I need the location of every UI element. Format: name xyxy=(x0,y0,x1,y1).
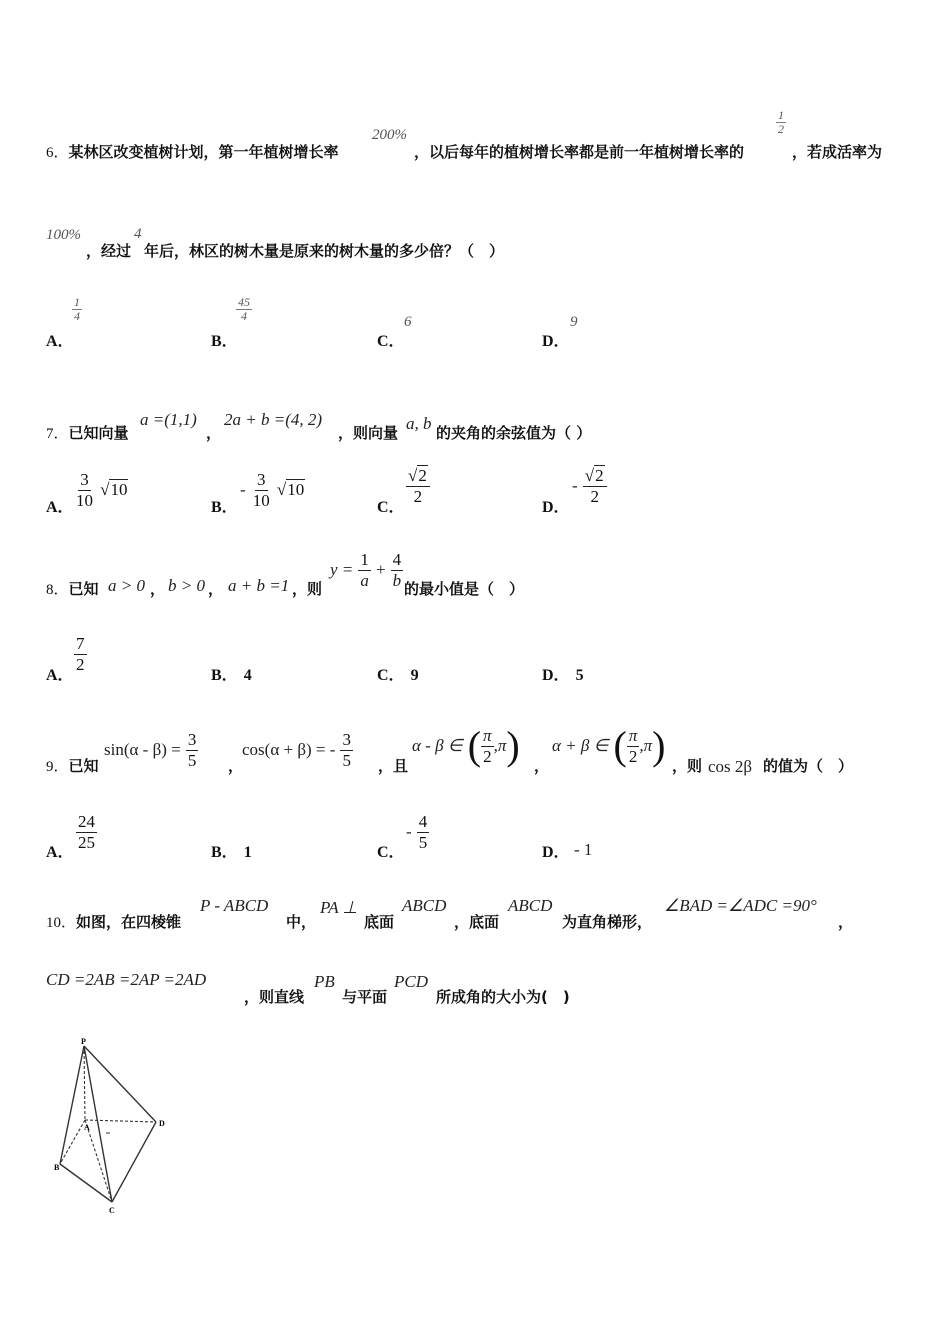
vertex-b-label: B xyxy=(54,1163,60,1172)
q6-rate-100: 100% xyxy=(46,227,81,243)
q8-cond-a: a > 0 xyxy=(108,576,145,595)
q9-option-d-value: - 1 xyxy=(574,840,593,859)
q7-text-3: ，则向量 xyxy=(338,424,399,442)
q8-cond-b: b > 0 xyxy=(168,576,205,595)
q8-y: y = xyxy=(330,560,354,580)
q9-text-4: 的值为（ ） xyxy=(763,757,854,775)
edge-ac xyxy=(85,1120,112,1202)
q7-option-b-sign: - xyxy=(240,480,246,500)
q7-vector-2a-b: 2a + b =(4, 2) xyxy=(224,410,323,429)
q9-option-c-sign: - xyxy=(406,822,412,842)
q7-option-b-num: 3 xyxy=(257,470,266,489)
q6-line1 xyxy=(46,141,339,162)
vertex-c-label: C xyxy=(109,1206,115,1215)
q8-expression xyxy=(330,550,403,590)
q9-sep-1: ， xyxy=(228,757,244,775)
edge-pa xyxy=(84,1046,85,1120)
q7-option-a-num: 3 xyxy=(80,470,89,489)
q9-sin-den: 5 xyxy=(187,750,197,770)
q9-option-b-label: B． xyxy=(211,844,238,861)
edge-ab xyxy=(60,1120,85,1164)
q6-option-d-label: D． xyxy=(542,333,570,350)
q8-option-a-num: 7 xyxy=(76,634,85,653)
q8-option-b-label: B． xyxy=(211,667,238,684)
q8-option-c-label: C． xyxy=(377,667,405,684)
q9-option-c-value xyxy=(406,812,429,852)
q8-option-b-value: 4 xyxy=(243,667,252,684)
q10-text-7: 与平面 xyxy=(342,988,388,1006)
q6-years: 4 xyxy=(134,226,142,242)
q6-option-a-label: A． xyxy=(46,333,74,350)
q7-vector-a: a =(1,1) xyxy=(140,410,197,429)
q6-half-num: 1 xyxy=(778,108,784,122)
q6-half-fraction xyxy=(776,109,786,136)
q9-range1-two: 2 xyxy=(483,746,492,766)
q10-comma: ， xyxy=(838,913,854,931)
q6-option-b-num: 45 xyxy=(238,295,250,309)
q7-option-b-label: B． xyxy=(211,499,238,516)
q9-sin-num: 3 xyxy=(187,730,197,749)
q9-range-1: α - β ∈ ( $\frac{\pi}{2}$ ,π) xyxy=(412,723,520,769)
vertex-a-label: A xyxy=(84,1123,90,1132)
q6-option-b-fraction xyxy=(236,296,252,323)
q10-text-4: ，底面 xyxy=(454,913,500,931)
q10-text-2: 中， xyxy=(286,913,317,931)
q9-option-b xyxy=(211,839,252,862)
q9-option-a-num: 24 xyxy=(78,812,95,831)
q7-vectors-ab: a, b xyxy=(406,414,432,433)
q6-option-c-label: C． xyxy=(377,333,405,350)
q9-option-b-value: 1 xyxy=(243,844,252,861)
q10-text-1: 如图，在四棱锥 xyxy=(76,913,182,931)
q10-pyramid-figure xyxy=(40,1030,190,1220)
q7-option-c-radicand: 2 xyxy=(418,466,427,485)
q8-text-3: 的最小值是（ ） xyxy=(404,580,525,598)
q9-option-c-label: C． xyxy=(377,844,405,861)
q10-base-1: ABCD xyxy=(402,896,447,915)
q7-option-c-den: 2 xyxy=(413,486,423,506)
q9-cos-num: 3 xyxy=(342,730,351,749)
q9-option-d-label: D． xyxy=(542,844,570,861)
q7-option-a-label: A． xyxy=(46,499,74,516)
q10-line1-start xyxy=(46,911,181,932)
q9-range2-pi: π xyxy=(628,726,638,745)
q7-option-c-label: C． xyxy=(377,499,405,516)
q7-option-d-den: 2 xyxy=(590,486,599,506)
q6-text-1: 某林区改变植树计划，第一年植树增长率 xyxy=(68,143,339,161)
q7-text-1: 已知向量 xyxy=(68,424,129,442)
q6-half-den: 2 xyxy=(778,122,784,137)
q9-text-1: 已知 xyxy=(68,757,99,775)
q8-frac2-den: b xyxy=(392,570,402,590)
q10-text-3: 底面 xyxy=(364,913,395,931)
q7-option-c-value: $\frac{√2}{2}$ xyxy=(406,466,430,506)
q8-cond-sum: a + b =1 xyxy=(228,576,290,595)
edge-bc xyxy=(60,1164,112,1202)
q9-cos-den: 5 xyxy=(342,750,351,770)
q9-sin-lhs: sin(α - β) = xyxy=(104,740,181,760)
q8-frac2-num: 4 xyxy=(392,550,402,569)
q6-text-2: ，以后每年的植树增长率都是前一年植树增长率的 xyxy=(414,143,745,161)
q8-option-c-value: 9 xyxy=(410,667,419,684)
q10-text-8: 所成角的大小为( ) xyxy=(436,988,570,1006)
q8-number: 8． xyxy=(46,582,69,598)
q8-sep-1: ， xyxy=(150,580,166,598)
q8-option-a-den: 2 xyxy=(76,654,85,674)
q8-option-b xyxy=(211,662,252,685)
q8-option-d xyxy=(542,662,584,685)
q7-option-b-radicand: 10 xyxy=(287,480,305,500)
q7-number: 7． xyxy=(46,426,69,442)
q9-range1-end: ,π xyxy=(493,736,507,756)
q7-option-d-value: - $\frac{√2}{2}$ xyxy=(572,466,607,506)
q10-angles: ∠BAD =∠ADC =90° xyxy=(664,896,817,915)
q8-text-2: ，则 xyxy=(292,580,323,598)
q6-text-3: ，若成活率为 xyxy=(792,143,883,161)
q7-option-a-den: 10 xyxy=(76,490,93,510)
q9-option-c-den: 5 xyxy=(418,832,428,852)
q9-range1-lhs: α - β ∈ xyxy=(412,736,463,756)
q6-text-5: 年后，林区的树木量是原来的树木量的多少倍？（ ） xyxy=(144,242,505,260)
vertex-p-label: P xyxy=(81,1037,86,1046)
q10-plane-pcd: PCD xyxy=(394,972,428,991)
q8-option-a-label: A． xyxy=(46,667,74,684)
q9-range2-lhs: α + β ∈ xyxy=(552,736,609,756)
q8-frac1-num: 1 xyxy=(360,550,369,569)
q8-option-d-label: D． xyxy=(542,667,570,684)
q9-sep-2: ， xyxy=(534,757,550,775)
q8-text-1: 已知 xyxy=(68,580,99,598)
q9-cos-condition xyxy=(242,730,353,770)
q7-option-a-radicand: 10 xyxy=(110,480,128,500)
q7-option-d-radicand: 2 xyxy=(595,466,604,485)
q7-option-b-value: - $\frac{3}{10}$ √10 xyxy=(240,470,305,510)
q6-number: 6． xyxy=(46,145,69,161)
vertex-d-label: D xyxy=(159,1119,165,1128)
q7-option-d-sign: - xyxy=(572,476,578,496)
q9-range2-end: ,π xyxy=(639,736,653,756)
q6-rate-200: 200% xyxy=(372,127,407,143)
q8-option-d-value: 5 xyxy=(575,667,584,684)
q8-plus: + xyxy=(375,560,386,580)
edge-pd xyxy=(84,1046,156,1122)
q8-frac1-den: a xyxy=(360,570,369,590)
q10-pa-perp: PA ⊥ xyxy=(320,898,358,917)
q8-option-a-value xyxy=(74,634,87,674)
q6-option-d-value: 9 xyxy=(570,314,578,330)
q9-cos2beta: cos 2β xyxy=(708,757,753,776)
q7-text-4: 的夹角的余弦值为（ ） xyxy=(436,424,592,442)
q6-option-a-den: 4 xyxy=(74,309,80,324)
q10-line-pb: PB xyxy=(314,972,335,991)
q9-option-a-label: A． xyxy=(46,844,74,861)
q9-sin-condition xyxy=(104,730,198,770)
q6-option-c-value: 6 xyxy=(404,314,412,330)
q6-option-b-label: B． xyxy=(211,333,238,350)
q10-number: 10． xyxy=(46,915,77,931)
q9-text-2: ，且 xyxy=(378,757,409,775)
q7-option-a-value: $\frac{3}{10}$ √10 xyxy=(76,470,128,510)
q7-option-b-den: 10 xyxy=(252,490,270,510)
q9-range1-pi: π xyxy=(483,726,492,745)
q8-line1-start xyxy=(46,578,99,599)
edge-pb xyxy=(60,1046,84,1164)
q7-line1-start xyxy=(46,422,129,443)
q9-text-3: ，则 xyxy=(672,757,703,775)
edge-ad xyxy=(85,1120,156,1122)
q9-option-a-value xyxy=(76,812,97,852)
q10-text-6: ，则直线 xyxy=(244,988,305,1006)
q10-lengths: CD =2AB =2AP =2AD xyxy=(46,970,207,989)
q10-pyramid: P - ABCD xyxy=(200,896,269,915)
q7-text-2: ， xyxy=(206,424,222,442)
q8-sep-2: ， xyxy=(208,580,224,598)
q10-base-2: ABCD xyxy=(508,896,553,915)
q6-option-a-fraction xyxy=(72,296,82,323)
q9-option-c-num: 4 xyxy=(418,812,428,831)
q6-option-b-den: 4 xyxy=(241,309,247,324)
q6-option-a-num: 1 xyxy=(74,295,80,309)
q9-number: 9． xyxy=(46,759,69,775)
q8-option-c xyxy=(377,662,419,685)
q7-option-d-label: D． xyxy=(542,499,570,516)
q10-text-5: 为直角梯形， xyxy=(562,913,653,931)
q9-range-2: α + β ∈ ( $\frac{\pi}{2}$ ,π) xyxy=(552,723,666,769)
q9-cos-lhs: cos(α + β) = - xyxy=(242,740,336,760)
q9-option-a-den: 25 xyxy=(78,832,95,852)
edge-cd xyxy=(112,1122,156,1202)
q9-range2-two: 2 xyxy=(628,746,638,766)
q9-line1-start xyxy=(46,755,99,776)
q6-text-4: ，经过 xyxy=(86,242,132,260)
